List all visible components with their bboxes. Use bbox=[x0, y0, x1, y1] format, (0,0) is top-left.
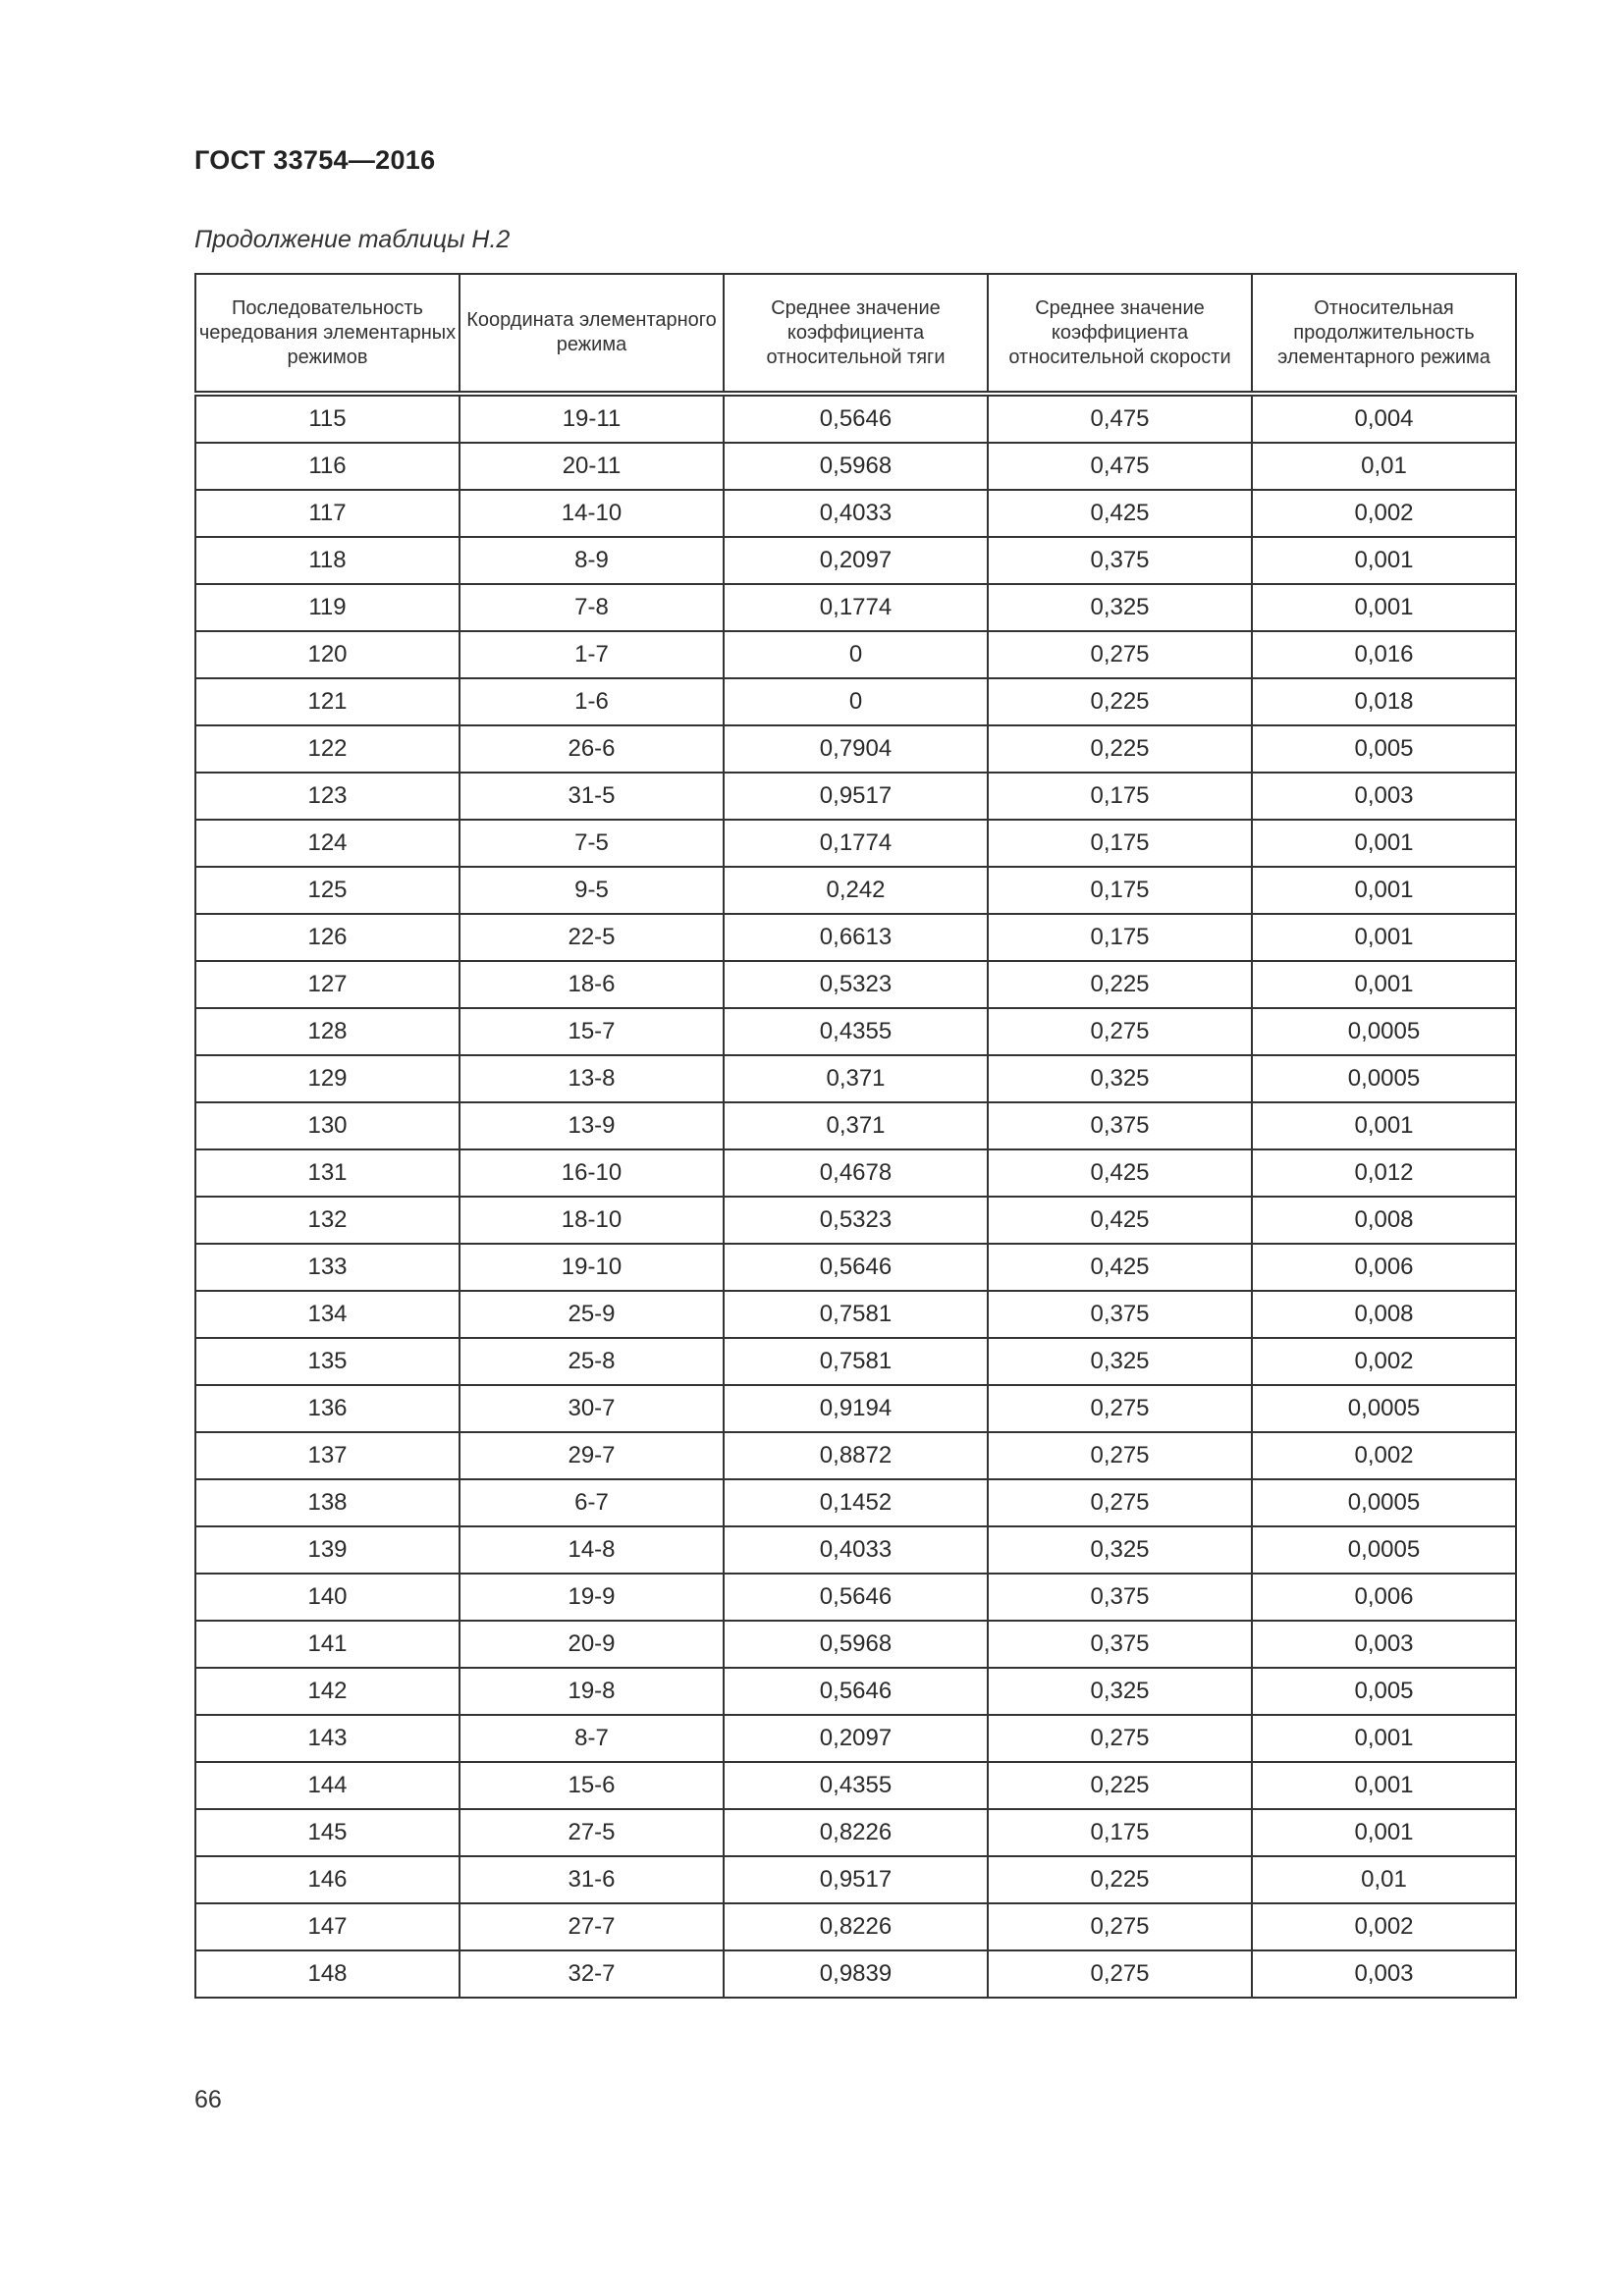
cell-speed-coefficient: 0,425 bbox=[988, 1244, 1252, 1291]
cell-thrust-coefficient: 0,1774 bbox=[724, 584, 988, 631]
table-row bbox=[195, 1008, 1516, 1055]
cell-sequence: 142 bbox=[195, 1668, 460, 1715]
cell-thrust-coefficient: 0,242 bbox=[724, 867, 988, 914]
cell-thrust-coefficient: 0,1452 bbox=[724, 1479, 988, 1526]
cell-relative-duration: 0,003 bbox=[1252, 1621, 1516, 1668]
cell-coordinate: 31-6 bbox=[460, 1856, 724, 1903]
cell-sequence: 136 bbox=[195, 1385, 460, 1432]
cell-relative-duration: 0,002 bbox=[1252, 490, 1516, 537]
table-row bbox=[195, 961, 1516, 1008]
cell-thrust-coefficient: 0,2097 bbox=[724, 1715, 988, 1762]
table-row bbox=[195, 1526, 1516, 1574]
cell-relative-duration: 0,006 bbox=[1252, 1244, 1516, 1291]
data-table bbox=[194, 273, 1517, 1999]
cell-sequence: 120 bbox=[195, 631, 460, 678]
cell-coordinate: 7-5 bbox=[460, 820, 724, 867]
table-row bbox=[195, 1338, 1516, 1385]
cell-sequence: 131 bbox=[195, 1149, 460, 1197]
cell-coordinate: 8-7 bbox=[460, 1715, 724, 1762]
cell-sequence: 144 bbox=[195, 1762, 460, 1809]
table-row bbox=[195, 1432, 1516, 1479]
cell-speed-coefficient: 0,325 bbox=[988, 584, 1252, 631]
column-header-speed-coefficient: Среднее значение коэффициента относительной скорости bbox=[988, 274, 1252, 394]
cell-sequence: 148 bbox=[195, 1950, 460, 1998]
table-row bbox=[195, 678, 1516, 725]
cell-thrust-coefficient: 0,5968 bbox=[724, 443, 988, 490]
cell-thrust-coefficient: 0,8872 bbox=[724, 1432, 988, 1479]
cell-speed-coefficient: 0,275 bbox=[988, 1903, 1252, 1950]
cell-sequence: 141 bbox=[195, 1621, 460, 1668]
column-header-relative-duration: Относительная продолжительность элементарного режима bbox=[1252, 274, 1516, 394]
cell-sequence: 118 bbox=[195, 537, 460, 584]
cell-thrust-coefficient: 0,4355 bbox=[724, 1008, 988, 1055]
cell-thrust-coefficient: 0,371 bbox=[724, 1102, 988, 1149]
cell-speed-coefficient: 0,325 bbox=[988, 1668, 1252, 1715]
cell-sequence: 135 bbox=[195, 1338, 460, 1385]
table-row bbox=[195, 1244, 1516, 1291]
cell-sequence: 119 bbox=[195, 584, 460, 631]
cell-coordinate: 19-9 bbox=[460, 1574, 724, 1621]
cell-thrust-coefficient: 0,4355 bbox=[724, 1762, 988, 1809]
cell-relative-duration: 0,0005 bbox=[1252, 1008, 1516, 1055]
cell-speed-coefficient: 0,275 bbox=[988, 631, 1252, 678]
cell-coordinate: 25-9 bbox=[460, 1291, 724, 1338]
cell-coordinate: 19-8 bbox=[460, 1668, 724, 1715]
table-row bbox=[195, 867, 1516, 914]
page-number: 66 bbox=[194, 2086, 222, 2113]
cell-relative-duration: 0,001 bbox=[1252, 820, 1516, 867]
cell-speed-coefficient: 0,175 bbox=[988, 820, 1252, 867]
cell-coordinate: 30-7 bbox=[460, 1385, 724, 1432]
cell-relative-duration: 0,01 bbox=[1252, 1856, 1516, 1903]
cell-relative-duration: 0,01 bbox=[1252, 443, 1516, 490]
cell-speed-coefficient: 0,425 bbox=[988, 1197, 1252, 1244]
column-header-thrust-coefficient: Среднее значение коэффициента относительной тяги bbox=[724, 274, 988, 394]
cell-coordinate: 20-9 bbox=[460, 1621, 724, 1668]
cell-speed-coefficient: 0,175 bbox=[988, 773, 1252, 820]
cell-relative-duration: 0,003 bbox=[1252, 1950, 1516, 1998]
cell-coordinate: 9-5 bbox=[460, 867, 724, 914]
column-header-sequence: Последовательность чередования элементарных режимов bbox=[195, 274, 460, 394]
cell-speed-coefficient: 0,375 bbox=[988, 537, 1252, 584]
cell-relative-duration: 0,004 bbox=[1252, 394, 1516, 443]
cell-coordinate: 22-5 bbox=[460, 914, 724, 961]
cell-speed-coefficient: 0,475 bbox=[988, 443, 1252, 490]
table-row bbox=[195, 1102, 1516, 1149]
cell-sequence: 117 bbox=[195, 490, 460, 537]
cell-thrust-coefficient: 0,9839 bbox=[724, 1950, 988, 1998]
cell-speed-coefficient: 0,175 bbox=[988, 914, 1252, 961]
cell-speed-coefficient: 0,425 bbox=[988, 1149, 1252, 1197]
cell-thrust-coefficient: 0 bbox=[724, 631, 988, 678]
cell-coordinate: 19-10 bbox=[460, 1244, 724, 1291]
cell-speed-coefficient: 0,225 bbox=[988, 1762, 1252, 1809]
table-row bbox=[195, 490, 1516, 537]
cell-speed-coefficient: 0,275 bbox=[988, 1008, 1252, 1055]
table-row bbox=[195, 1809, 1516, 1856]
cell-speed-coefficient: 0,275 bbox=[988, 1715, 1252, 1762]
table-row bbox=[195, 1149, 1516, 1197]
cell-relative-duration: 0,001 bbox=[1252, 1102, 1516, 1149]
table-row bbox=[195, 1574, 1516, 1621]
table-body bbox=[195, 394, 1516, 1998]
cell-coordinate: 15-7 bbox=[460, 1008, 724, 1055]
table-row bbox=[195, 1291, 1516, 1338]
cell-thrust-coefficient: 0,9517 bbox=[724, 1856, 988, 1903]
cell-speed-coefficient: 0,225 bbox=[988, 678, 1252, 725]
cell-speed-coefficient: 0,275 bbox=[988, 1432, 1252, 1479]
cell-thrust-coefficient: 0,5646 bbox=[724, 1244, 988, 1291]
cell-coordinate: 20-11 bbox=[460, 443, 724, 490]
cell-thrust-coefficient: 0,6613 bbox=[724, 914, 988, 961]
cell-relative-duration: 0,0005 bbox=[1252, 1385, 1516, 1432]
table-row bbox=[195, 1950, 1516, 1998]
cell-sequence: 124 bbox=[195, 820, 460, 867]
cell-speed-coefficient: 0,225 bbox=[988, 725, 1252, 773]
cell-speed-coefficient: 0,375 bbox=[988, 1291, 1252, 1338]
table-row bbox=[195, 631, 1516, 678]
cell-speed-coefficient: 0,375 bbox=[988, 1621, 1252, 1668]
cell-sequence: 134 bbox=[195, 1291, 460, 1338]
cell-sequence: 122 bbox=[195, 725, 460, 773]
cell-coordinate: 27-7 bbox=[460, 1903, 724, 1950]
table-row bbox=[195, 584, 1516, 631]
table-row bbox=[195, 1621, 1516, 1668]
cell-speed-coefficient: 0,475 bbox=[988, 394, 1252, 443]
cell-thrust-coefficient: 0,7581 bbox=[724, 1338, 988, 1385]
column-header-coordinate: Координата элементарного режима bbox=[460, 274, 724, 394]
cell-thrust-coefficient: 0,4033 bbox=[724, 490, 988, 537]
cell-sequence: 121 bbox=[195, 678, 460, 725]
cell-coordinate: 32-7 bbox=[460, 1950, 724, 1998]
cell-speed-coefficient: 0,375 bbox=[988, 1574, 1252, 1621]
table-row bbox=[195, 1668, 1516, 1715]
table-row bbox=[195, 443, 1516, 490]
cell-sequence: 132 bbox=[195, 1197, 460, 1244]
cell-thrust-coefficient: 0,4678 bbox=[724, 1149, 988, 1197]
cell-thrust-coefficient: 0,5646 bbox=[724, 1668, 988, 1715]
cell-sequence: 147 bbox=[195, 1903, 460, 1950]
cell-sequence: 116 bbox=[195, 443, 460, 490]
cell-relative-duration: 0,0005 bbox=[1252, 1055, 1516, 1102]
cell-speed-coefficient: 0,175 bbox=[988, 1809, 1252, 1856]
cell-relative-duration: 0,001 bbox=[1252, 961, 1516, 1008]
cell-coordinate: 29-7 bbox=[460, 1432, 724, 1479]
table-row bbox=[195, 914, 1516, 961]
cell-coordinate: 1-6 bbox=[460, 678, 724, 725]
cell-speed-coefficient: 0,225 bbox=[988, 1856, 1252, 1903]
cell-coordinate: 18-6 bbox=[460, 961, 724, 1008]
cell-thrust-coefficient: 0,8226 bbox=[724, 1903, 988, 1950]
cell-thrust-coefficient: 0,8226 bbox=[724, 1809, 988, 1856]
table-row bbox=[195, 1479, 1516, 1526]
cell-thrust-coefficient: 0,7904 bbox=[724, 725, 988, 773]
cell-coordinate: 26-6 bbox=[460, 725, 724, 773]
cell-relative-duration: 0,001 bbox=[1252, 1809, 1516, 1856]
cell-sequence: 143 bbox=[195, 1715, 460, 1762]
cell-coordinate: 6-7 bbox=[460, 1479, 724, 1526]
cell-thrust-coefficient: 0,2097 bbox=[724, 537, 988, 584]
cell-coordinate: 16-10 bbox=[460, 1149, 724, 1197]
cell-thrust-coefficient: 0,5323 bbox=[724, 1197, 988, 1244]
cell-sequence: 127 bbox=[195, 961, 460, 1008]
table-row bbox=[195, 537, 1516, 584]
table-row bbox=[195, 820, 1516, 867]
table-row bbox=[195, 1197, 1516, 1244]
cell-sequence: 140 bbox=[195, 1574, 460, 1621]
cell-thrust-coefficient: 0,1774 bbox=[724, 820, 988, 867]
cell-thrust-coefficient: 0,5646 bbox=[724, 1574, 988, 1621]
cell-sequence: 115 bbox=[195, 394, 460, 443]
cell-sequence: 137 bbox=[195, 1432, 460, 1479]
cell-relative-duration: 0,005 bbox=[1252, 725, 1516, 773]
cell-speed-coefficient: 0,175 bbox=[988, 867, 1252, 914]
cell-coordinate: 18-10 bbox=[460, 1197, 724, 1244]
cell-sequence: 133 bbox=[195, 1244, 460, 1291]
cell-relative-duration: 0,005 bbox=[1252, 1668, 1516, 1715]
cell-coordinate: 27-5 bbox=[460, 1809, 724, 1856]
cell-relative-duration: 0,0005 bbox=[1252, 1479, 1516, 1526]
cell-thrust-coefficient: 0,371 bbox=[724, 1055, 988, 1102]
cell-relative-duration: 0,018 bbox=[1252, 678, 1516, 725]
table-caption: Продолжение таблицы Н.2 bbox=[194, 226, 511, 253]
cell-thrust-coefficient: 0,5646 bbox=[724, 394, 988, 443]
cell-coordinate: 7-8 bbox=[460, 584, 724, 631]
table-row bbox=[195, 773, 1516, 820]
cell-relative-duration: 0,002 bbox=[1252, 1338, 1516, 1385]
cell-speed-coefficient: 0,275 bbox=[988, 1479, 1252, 1526]
cell-relative-duration: 0,002 bbox=[1252, 1903, 1516, 1950]
cell-sequence: 130 bbox=[195, 1102, 460, 1149]
cell-relative-duration: 0,016 bbox=[1252, 631, 1516, 678]
cell-sequence: 128 bbox=[195, 1008, 460, 1055]
cell-relative-duration: 0,006 bbox=[1252, 1574, 1516, 1621]
cell-sequence: 139 bbox=[195, 1526, 460, 1574]
cell-speed-coefficient: 0,375 bbox=[988, 1102, 1252, 1149]
cell-sequence: 129 bbox=[195, 1055, 460, 1102]
table-header-row bbox=[195, 274, 1516, 394]
cell-coordinate: 31-5 bbox=[460, 773, 724, 820]
cell-relative-duration: 0,001 bbox=[1252, 867, 1516, 914]
cell-thrust-coefficient: 0,5968 bbox=[724, 1621, 988, 1668]
cell-speed-coefficient: 0,325 bbox=[988, 1055, 1252, 1102]
cell-speed-coefficient: 0,425 bbox=[988, 490, 1252, 537]
cell-sequence: 123 bbox=[195, 773, 460, 820]
cell-thrust-coefficient: 0,9517 bbox=[724, 773, 988, 820]
cell-sequence: 125 bbox=[195, 867, 460, 914]
cell-relative-duration: 0,001 bbox=[1252, 1715, 1516, 1762]
cell-sequence: 145 bbox=[195, 1809, 460, 1856]
table-row bbox=[195, 1856, 1516, 1903]
cell-sequence: 126 bbox=[195, 914, 460, 961]
cell-speed-coefficient: 0,275 bbox=[988, 1950, 1252, 1998]
cell-speed-coefficient: 0,275 bbox=[988, 1385, 1252, 1432]
cell-relative-duration: 0,002 bbox=[1252, 1432, 1516, 1479]
cell-speed-coefficient: 0,225 bbox=[988, 961, 1252, 1008]
cell-coordinate: 13-8 bbox=[460, 1055, 724, 1102]
cell-coordinate: 14-8 bbox=[460, 1526, 724, 1574]
cell-relative-duration: 0,0005 bbox=[1252, 1526, 1516, 1574]
table-row bbox=[195, 394, 1516, 443]
cell-sequence: 146 bbox=[195, 1856, 460, 1903]
cell-relative-duration: 0,008 bbox=[1252, 1197, 1516, 1244]
cell-relative-duration: 0,001 bbox=[1252, 1762, 1516, 1809]
table-row bbox=[195, 1055, 1516, 1102]
cell-coordinate: 8-9 bbox=[460, 537, 724, 584]
cell-thrust-coefficient: 0,4033 bbox=[724, 1526, 988, 1574]
cell-relative-duration: 0,012 bbox=[1252, 1149, 1516, 1197]
cell-relative-duration: 0,001 bbox=[1252, 914, 1516, 961]
cell-relative-duration: 0,008 bbox=[1252, 1291, 1516, 1338]
cell-sequence: 138 bbox=[195, 1479, 460, 1526]
cell-relative-duration: 0,001 bbox=[1252, 584, 1516, 631]
cell-coordinate: 15-6 bbox=[460, 1762, 724, 1809]
cell-speed-coefficient: 0,325 bbox=[988, 1526, 1252, 1574]
cell-coordinate: 13-9 bbox=[460, 1102, 724, 1149]
table-row bbox=[195, 1903, 1516, 1950]
cell-thrust-coefficient: 0,5323 bbox=[724, 961, 988, 1008]
cell-thrust-coefficient: 0,9194 bbox=[724, 1385, 988, 1432]
table-row bbox=[195, 725, 1516, 773]
table-row bbox=[195, 1762, 1516, 1809]
table-row bbox=[195, 1385, 1516, 1432]
cell-relative-duration: 0,003 bbox=[1252, 773, 1516, 820]
cell-relative-duration: 0,001 bbox=[1252, 537, 1516, 584]
cell-coordinate: 14-10 bbox=[460, 490, 724, 537]
cell-speed-coefficient: 0,325 bbox=[988, 1338, 1252, 1385]
document-header: ГОСТ 33754—2016 bbox=[194, 145, 436, 175]
cell-thrust-coefficient: 0,7581 bbox=[724, 1291, 988, 1338]
table-row bbox=[195, 1715, 1516, 1762]
cell-thrust-coefficient: 0 bbox=[724, 678, 988, 725]
cell-coordinate: 19-11 bbox=[460, 394, 724, 443]
cell-coordinate: 25-8 bbox=[460, 1338, 724, 1385]
cell-coordinate: 1-7 bbox=[460, 631, 724, 678]
